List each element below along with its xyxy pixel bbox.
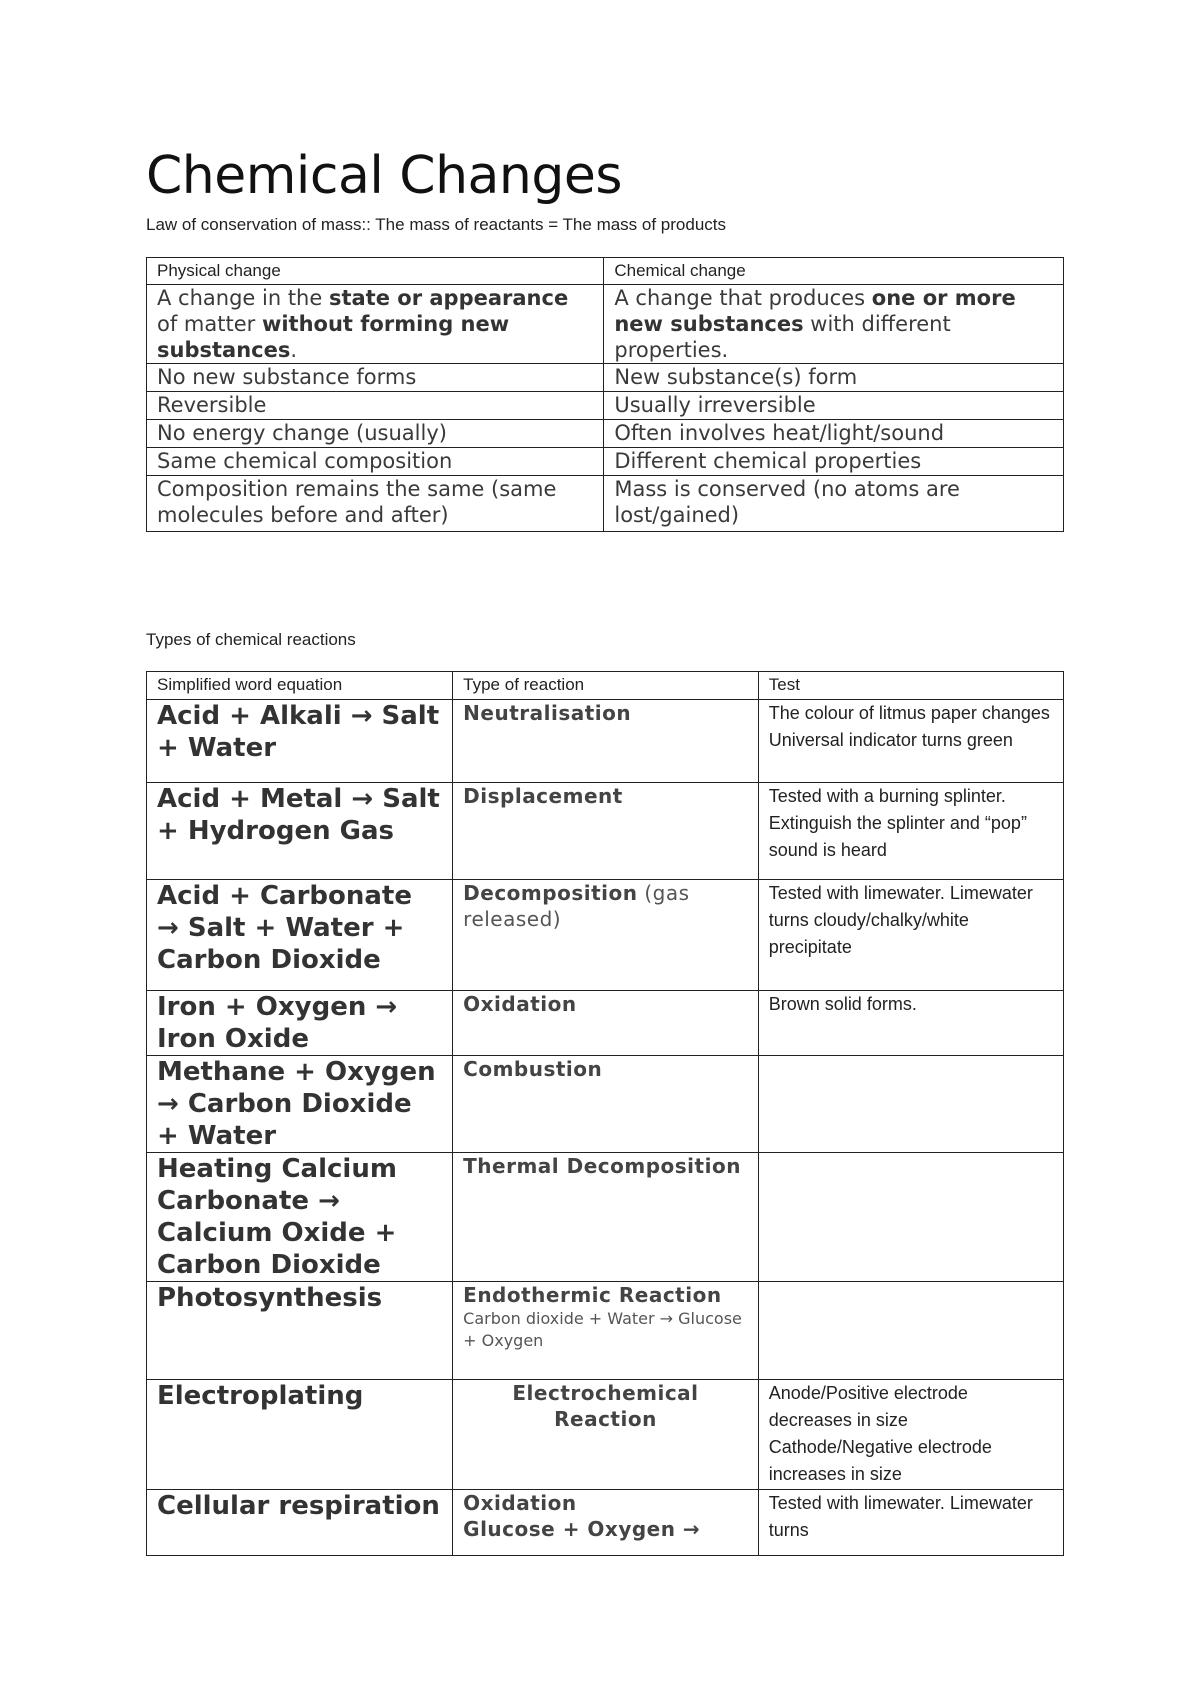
table-cell: Different chemical properties xyxy=(604,448,1064,476)
reaction-test xyxy=(758,1282,1063,1380)
word-equation: Iron + Oxygen → Iron Oxide xyxy=(147,991,453,1056)
table-cell: Mass is conserved (no atoms are lost/gained) xyxy=(604,476,1064,532)
header-reaction-type: Type of reaction xyxy=(453,672,759,700)
table-row xyxy=(147,700,1064,783)
word-equation: Acid + Carbonate → Salt + Water + Carbon Dioxide xyxy=(147,880,453,991)
word-equation: Electroplating xyxy=(147,1380,453,1490)
reaction-type: Displacement xyxy=(453,783,759,880)
header-chemical-change: Chemical change xyxy=(604,258,1064,285)
word-equation: Photosynthesis xyxy=(147,1282,453,1380)
table-cell: Often involves heat/light/sound xyxy=(604,420,1064,448)
table-row xyxy=(147,991,1064,1056)
table-cell: No energy change (usually) xyxy=(147,420,604,448)
page-title: Chemical Changes xyxy=(146,146,622,206)
chemical-definition: A change that produces one or more new substances with different properties. xyxy=(604,285,1064,364)
table-row xyxy=(147,364,1064,392)
reaction-test: Tested with limewater. Limewater turns cloudy/chalky/white precipitate xyxy=(758,880,1063,991)
physical-definition: A change in the state or appearance of matter without forming new substances. xyxy=(147,285,604,364)
table-row xyxy=(147,285,1064,364)
word-equation: Acid + Alkali → Salt + Water xyxy=(147,700,453,783)
reaction-types-table xyxy=(146,671,1064,1556)
reactions-heading: Types of chemical reactions xyxy=(146,630,356,649)
reaction-type: Electrochemical Reaction xyxy=(453,1380,759,1490)
word-equation: Acid + Metal → Salt + Hydrogen Gas xyxy=(147,783,453,880)
reaction-test: Anode/Positive electrode decreases in size Cathode/Negative electrode increases in size xyxy=(758,1380,1063,1490)
reaction-type: Thermal Decomposition xyxy=(453,1153,759,1282)
reaction-test xyxy=(758,1153,1063,1282)
table-row xyxy=(147,1490,1064,1556)
reaction-test: Tested with limewater. Limewater turns xyxy=(758,1490,1063,1556)
table-row xyxy=(147,1153,1064,1282)
table-row xyxy=(147,783,1064,880)
reaction-type: Combustion xyxy=(453,1056,759,1153)
reaction-test: Brown solid forms. xyxy=(758,991,1063,1056)
reaction-test: The colour of litmus paper changes Universal indicator turns green xyxy=(758,700,1063,783)
reaction-type: Decomposition (gas released) xyxy=(453,880,759,991)
word-equation: Methane + Oxygen → Carbon Dioxide + Water xyxy=(147,1056,453,1153)
table-cell: Reversible xyxy=(147,392,604,420)
table-row xyxy=(147,1380,1064,1490)
reaction-type: Oxidation xyxy=(453,991,759,1056)
reaction-type: Neutralisation xyxy=(453,700,759,783)
reaction-type: Oxidation Glucose + Oxygen → xyxy=(453,1490,759,1556)
table-row xyxy=(147,392,1064,420)
table-cell: New substance(s) form xyxy=(604,364,1064,392)
header-word-equation: Simplified word equation xyxy=(147,672,453,700)
table-row xyxy=(147,880,1064,991)
reaction-test: Tested with a burning splinter. Extinguish the splinter and “pop” sound is heard xyxy=(758,783,1063,880)
table-cell: No new substance forms xyxy=(147,364,604,392)
physical-vs-chemical-table xyxy=(146,257,1064,532)
table-row xyxy=(147,1282,1064,1380)
table-cell: Same chemical composition xyxy=(147,448,604,476)
table-row xyxy=(147,420,1064,448)
header-physical-change: Physical change xyxy=(147,258,604,285)
word-equation: Cellular respiration xyxy=(147,1490,453,1556)
table-row xyxy=(147,448,1064,476)
table-row xyxy=(147,476,1064,532)
table-cell: Composition remains the same (same molecules before and after) xyxy=(147,476,604,532)
reaction-type: Endothermic Reaction Carbon dioxide + Water → Glucose + Oxygen xyxy=(453,1282,759,1380)
table-cell: Usually irreversible xyxy=(604,392,1064,420)
table-row xyxy=(147,1056,1064,1153)
conservation-law: Law of conservation of mass:: The mass of reactants = The mass of products xyxy=(146,215,727,234)
word-equation: Heating Calcium Carbonate → Calcium Oxide + Carbon Dioxide xyxy=(147,1153,453,1282)
header-test: Test xyxy=(758,672,1063,700)
reaction-test xyxy=(758,1056,1063,1153)
